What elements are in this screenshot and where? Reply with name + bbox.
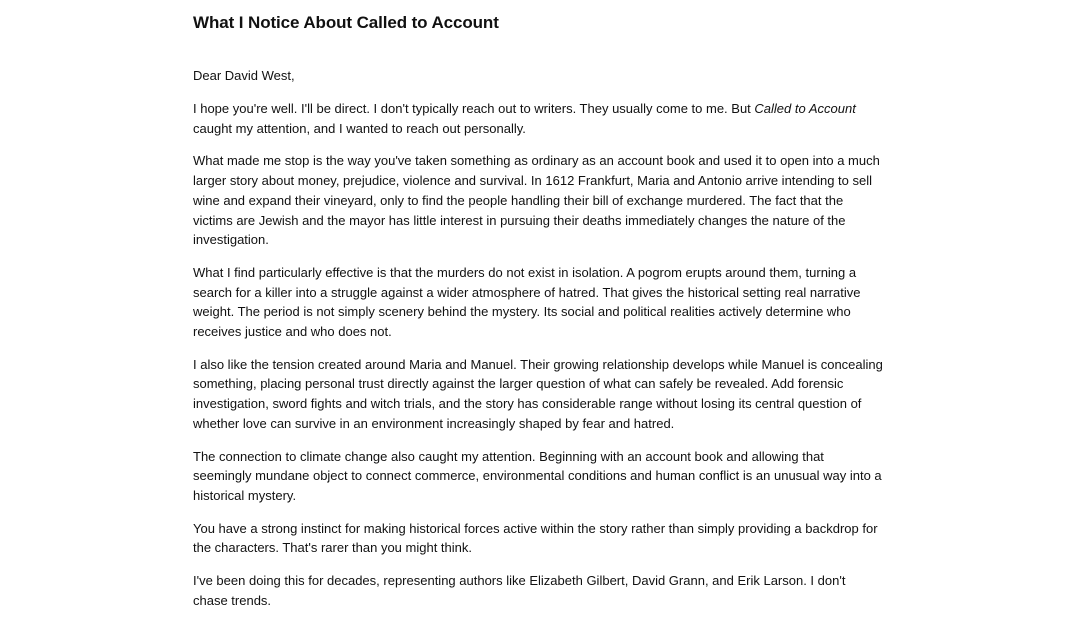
letter-document bbox=[193, 12, 883, 610]
book-title-italic: Called to Account bbox=[754, 101, 856, 116]
paragraph-premise: What made me stop is the way you've taken something as ordinary as an account book and used it to open into a much larger story about money, prejudice, violence and survival. In 1612 Frankfurt, Maria and Antonio arrive intending to sell wine and expand their vineyard, only to find the people handling their bill of exchange murdered. The fact that the victims are Jewish and the mayor has little interest in pursuing their deaths immediately changes the nature of the investigation. bbox=[193, 153, 880, 248]
paragraph-intro-text-start: I hope you're well. I'll be direct. I don't typically reach out to writers. They usually come to me. But bbox=[193, 101, 755, 116]
letter-greeting: Dear David West, bbox=[193, 68, 295, 83]
page-title: What I Notice About Called to Account bbox=[193, 13, 499, 32]
paragraph-intro bbox=[193, 99, 883, 138]
paragraph-climate: The connection to climate change also caught my attention. Beginning with an account book and allowing that seemingly mundane object to connect commerce, environmental conditions and human conflict is an unusual way into a historical mystery. bbox=[193, 448, 882, 503]
paragraph-instinct: You have a strong instinct for making historical forces active within the story rather than simply providing a backdrop for the characters. That's rarer than you might think. bbox=[193, 520, 878, 556]
paragraph-intro-text-end: caught my attention, and I wanted to reach out personally. bbox=[193, 120, 526, 136]
paragraph-credentials: I've been doing this for decades, representing authors like Elizabeth Gilbert, David Grann, and Erik Larson. I don't chase trends. bbox=[193, 573, 846, 608]
paragraph-setting: What I find particularly effective is that the murders do not exist in isolation. A pogrom erupts around them, turning a search for a killer into a struggle against a wider atmosphere of hatred. That gives the historical setting real narrative weight. The period is not simply scenery behind the mystery. Its social and political realities actively determine who receives justice and who does not. bbox=[193, 264, 861, 340]
paragraph-characters: I also like the tension created around Maria and Manuel. Their growing relationship develops while Manuel is concealing something, placing personal trust directly against the larger question of what can safely be revealed. Add forensic investigation, sword fights and witch trials, and the story has considerable range without losing its central question of whether love can survive in an environment increasingly shaped by fear and hatred. bbox=[193, 356, 883, 431]
